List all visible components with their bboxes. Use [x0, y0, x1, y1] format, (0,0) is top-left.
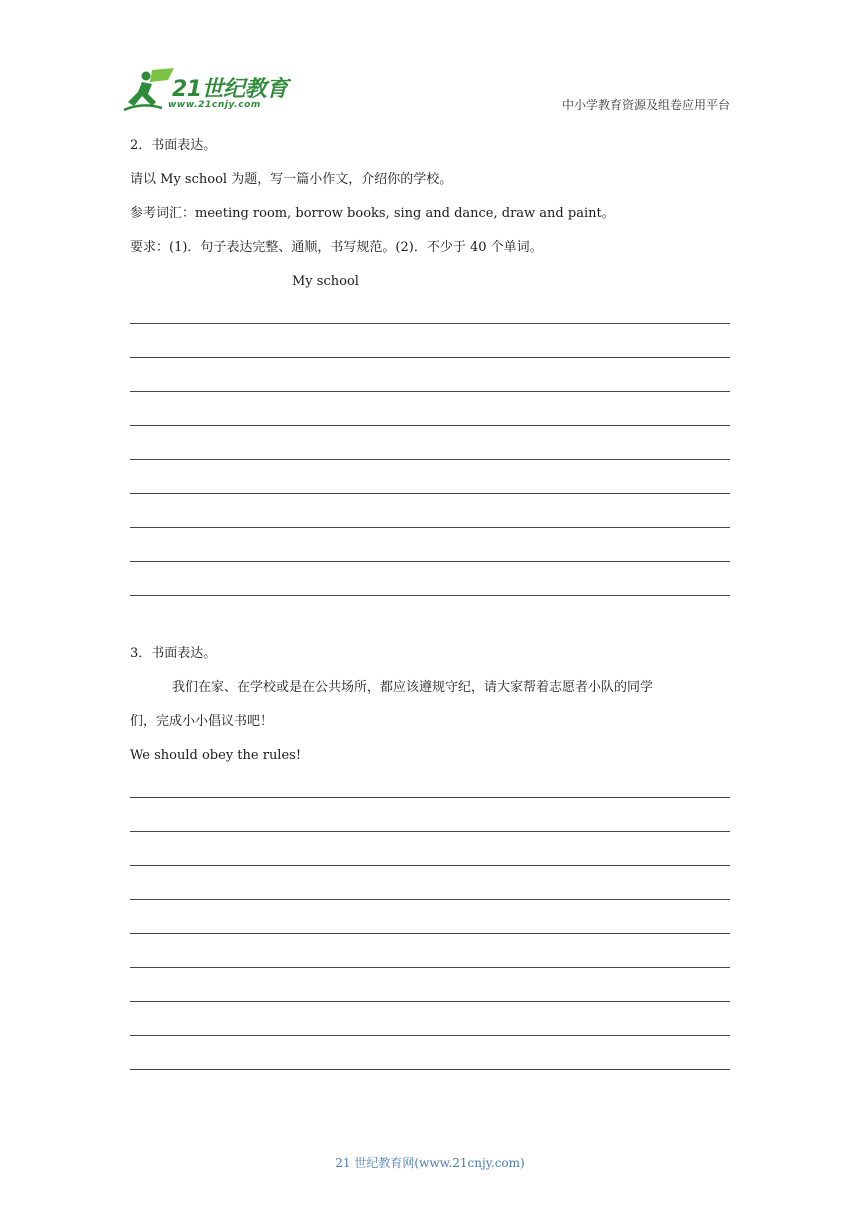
writing-line [130, 1035, 730, 1036]
writing-line [130, 527, 730, 528]
writing-line [130, 899, 730, 900]
q2-essay-title: My school [292, 274, 359, 289]
writing-line [130, 357, 730, 358]
writing-line [130, 561, 730, 562]
q3-heading: 3．书面表达。 [130, 646, 217, 661]
platform-name: 中小学教育资源及组卷应用平台 [561, 98, 730, 112]
writing-line [130, 967, 730, 968]
page-header [0, 0, 860, 120]
writing-line [130, 425, 730, 426]
writing-line [130, 933, 730, 934]
writing-line [130, 459, 730, 460]
logo-title: 21世纪教育 [172, 77, 288, 102]
q3-essay-title: We should obey the rules! [130, 748, 302, 763]
writing-line [130, 1001, 730, 1002]
q2-heading: 2．书面表达。 [130, 138, 217, 153]
q3-paragraph-line2: 们，完成小小倡议书吧！ [130, 714, 274, 729]
writing-line [130, 323, 730, 324]
writing-line [130, 831, 730, 832]
writing-line [130, 797, 730, 798]
q3-paragraph-line1: 我们在家、在学校或是在公共场所，都应该遵规守纪，请大家帮着志愿者小队的同学 [172, 680, 654, 695]
writing-line [130, 1069, 730, 1070]
writing-line [130, 865, 730, 866]
logo-url: www.21cnjy.com [168, 100, 261, 110]
footer: 21 世纪教育网(www.21cnjy.com) [335, 1156, 525, 1170]
q2-instruction: 请以 My school 为题，写一篇小作文，介绍你的学校。 [130, 172, 453, 187]
q2-vocab: 参考词汇：meeting room, borrow books, sing and dance, draw and paint。 [130, 206, 615, 221]
logo [122, 66, 290, 116]
writing-line [130, 493, 730, 494]
q2-requirements: 要求：(1)．句子表达完整、通顺，书写规范。(2)．不少于 40 个单词。 [130, 240, 543, 255]
writing-line [130, 391, 730, 392]
writing-line [130, 595, 730, 596]
